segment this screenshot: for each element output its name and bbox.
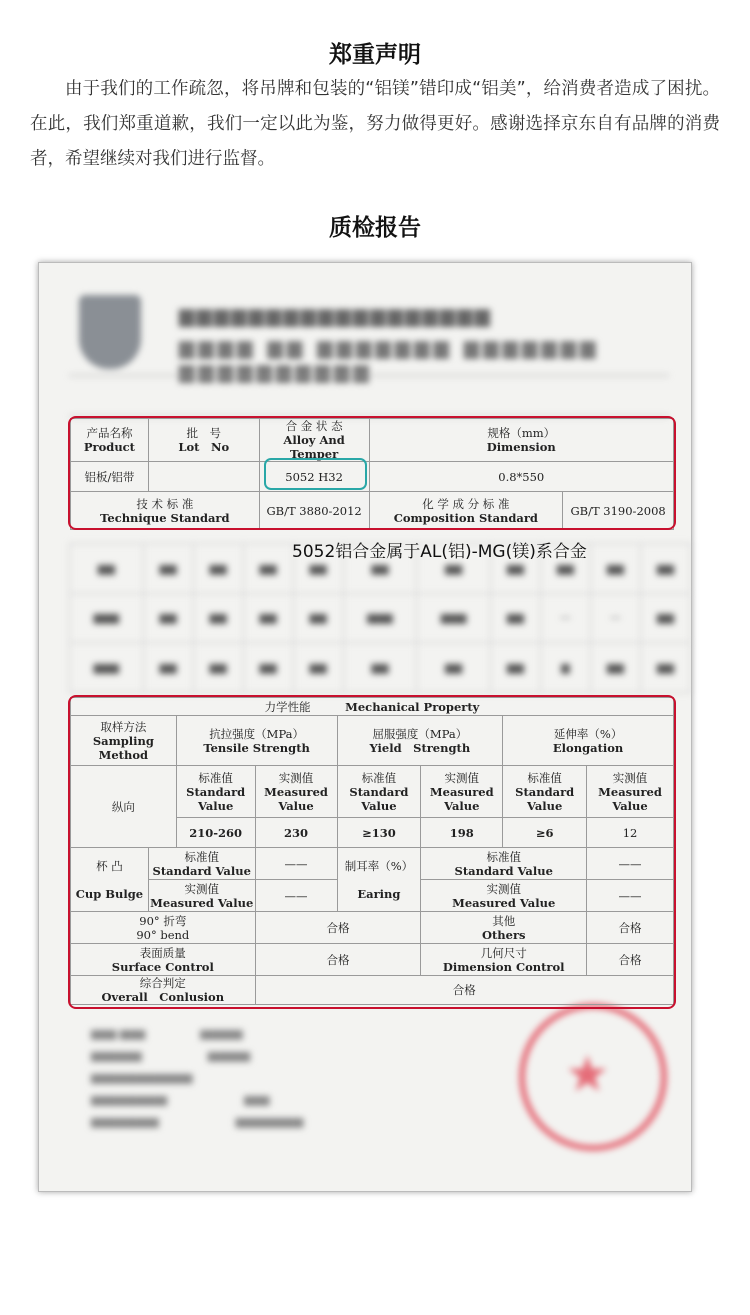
dimension-header: 规格（mm） Dimension bbox=[369, 419, 674, 462]
bend-label: 90° 折弯 90° bend bbox=[71, 912, 256, 944]
tensile-header: 抗拉强度（MPa） Tensile Strength bbox=[176, 716, 337, 766]
tensile-meas-value: 230 bbox=[255, 818, 337, 848]
yield-meas-label: 实测值 Measured Value bbox=[421, 766, 503, 818]
elongation-header: 延伸率（%） Elongation bbox=[503, 716, 674, 766]
yield-meas-value: 198 bbox=[421, 818, 503, 848]
alloy-caption: 5052铝合金属于AL(铝)-MG(镁)系合金 bbox=[292, 542, 587, 562]
report-title: 质检报告 bbox=[329, 215, 421, 241]
company-seal-stamp bbox=[519, 1003, 667, 1151]
product-value: 铝板/铝带 bbox=[71, 462, 149, 492]
tensile-std-label: 标准值 Standard Value bbox=[176, 766, 255, 818]
dimension-control-label: 几何尺寸 Dimension Control bbox=[421, 944, 587, 976]
signature-area-blurred: ▆▆▆ ▆▆▆ ▆▆▆▆▆ ▆▆▆▆▆▆ ▆▆▆▆▆ ▆▆▆▆▆▆▆▆▆▆▆▆ ▆▆▆▆▆▆▆▆▆ ▆▆▆ ▆▆▆▆▆▆▆▆ ▆▆▆▆▆▆▆▆ bbox=[91, 1027, 304, 1128]
elong-meas-value: 12 bbox=[587, 818, 674, 848]
direction-cell: 纵向 bbox=[71, 766, 177, 848]
dimension-value: 0.8*550 bbox=[369, 462, 674, 492]
product-header: 产品名称 Product bbox=[71, 419, 149, 462]
highlight-alloy-box bbox=[264, 458, 367, 490]
surface-label: 表面质量 Surface Control bbox=[71, 944, 256, 976]
tensile-std-value: 210-260 bbox=[176, 818, 255, 848]
composition-standard-label: 化 学 成 分 标 准 Composition Standard bbox=[369, 492, 563, 530]
certificate-heading-en-blurred: ▆▆▆▆ ▆▆ ▆▆▆▆▆▆▆ ▆▆▆▆▆▆▆ ▆▆▆▆▆▆▆▆▆▆ bbox=[179, 335, 600, 383]
cup-meas-label: 实测值 Measured Value bbox=[150, 881, 254, 910]
alloy-value: 5052 H32 bbox=[259, 462, 369, 492]
earing-meas-value: —— bbox=[587, 880, 674, 912]
earing-meas-label: 实测值 Measured Value bbox=[421, 880, 587, 912]
certificate-heading-cn-blurred: ▆▆▆▆▆▆▆▆▆▆▆▆▆▆▆▆▆▆ bbox=[179, 303, 492, 327]
cup-std-value: —— bbox=[255, 848, 337, 880]
overall-result: 合格 bbox=[255, 976, 673, 1005]
technique-standard-value: GB/T 3880-2012 bbox=[259, 492, 369, 530]
others-label: 其他 Others bbox=[421, 912, 587, 944]
technique-standard-label: 技 术 标 准 Technique Standard bbox=[71, 492, 260, 530]
elong-std-label: 标准值 Standard Value bbox=[503, 766, 587, 818]
bend-result: 合格 bbox=[255, 912, 421, 944]
composition-standard-value: GB/T 3190-2008 bbox=[563, 492, 674, 530]
company-logo-icon bbox=[79, 295, 141, 369]
cup-bulge-label: 杯 凸 Cup Bulge bbox=[71, 848, 149, 912]
notice-title: 郑重声明 bbox=[329, 42, 421, 68]
elong-std-value: ≥6 bbox=[503, 818, 587, 848]
highlight-product-box bbox=[68, 416, 676, 530]
earing-std-value: —— bbox=[587, 848, 674, 880]
star-icon: ★ bbox=[565, 1045, 610, 1103]
overall-label: 综合判定 Overall Conlusion bbox=[71, 976, 256, 1005]
chemical-table-blurred: ▆▆ ▆▆ ▆▆ ▆▆ ▆▆ ▆▆ ▆▆ ▆▆ ▆▆ ▆▆ ▆▆ ▆▆▆ ▆▆ ▆▆ ▆▆ ▆▆ ▆▆▆ ▆▆▆ ▆▆ — — ▆▆ ▆▆▆ ▆▆ ▆▆ ▆▆ ▆▆ ▆▆ ▆▆ ▆▆ ▆ ▆▆ ▆▆ bbox=[69, 543, 691, 693]
alloy-header: 合 金 状 态 Alloy And Temper bbox=[259, 419, 369, 462]
lot-header: 批 号 Lot No bbox=[148, 419, 259, 462]
earing-std-label: 标准值 Standard Value bbox=[421, 848, 587, 880]
elong-meas-label: 实测值 Measured Value bbox=[587, 766, 674, 818]
earing-label: 制耳率（%） Earing bbox=[337, 848, 421, 912]
yield-std-label: 标准值 Standard Value bbox=[337, 766, 421, 818]
sampling-header: 取样方法 Sampling Method bbox=[71, 716, 177, 766]
notice-body: 由于我们的工作疏忽，将吊牌和包装的“铝镁”错印成“铝美”，给消费者造成了困扰。在此，我们郑重道歉，我们一定以此为鉴，努力做得更好。感谢选择京东自有品牌的消费者，希望继续对我们进行监督。 bbox=[30, 79, 720, 169]
others-result: 合格 bbox=[587, 912, 674, 944]
mechanical-header: 力学性能 Mechanical Property bbox=[71, 698, 674, 716]
highlight-mechanical-box bbox=[68, 695, 676, 1009]
customer-row-blurred bbox=[69, 375, 669, 417]
cup-std-label: 标准值 Standard Value bbox=[148, 848, 255, 880]
yield-header: 屈服强度（MPa） Yield Strength bbox=[337, 716, 503, 766]
yield-std-value: ≥130 bbox=[337, 818, 421, 848]
dimension-control-result: 合格 bbox=[587, 944, 674, 976]
cup-meas-value: —— bbox=[255, 880, 337, 912]
surface-result: 合格 bbox=[255, 944, 421, 976]
tensile-meas-label: 实测值 Measured Value bbox=[255, 766, 337, 818]
